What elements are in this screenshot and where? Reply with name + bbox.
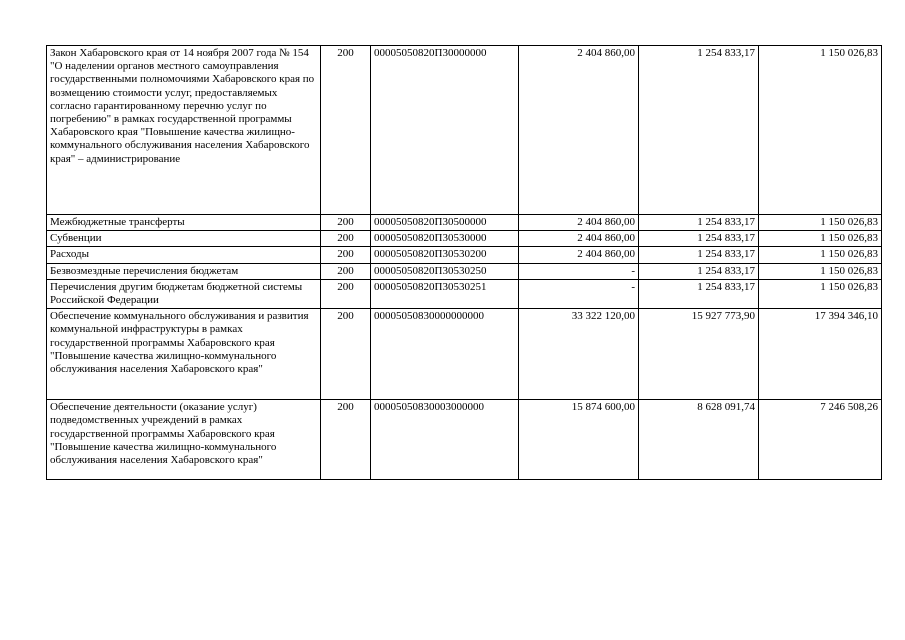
table-row: [47, 215, 882, 231]
row-name: Безвозмездные перечисления бюджетам: [47, 263, 321, 279]
row-line-code: 200: [321, 279, 371, 308]
row-line-code: 200: [321, 400, 371, 480]
table-row: [47, 247, 882, 263]
row-unexecuted-amount: 1 150 026,83: [759, 247, 882, 263]
row-classification-code: 00005050820П30000000: [371, 46, 519, 215]
row-executed-amount: 1 254 833,17: [639, 215, 759, 231]
row-name: Закон Хабаровского края от 14 ноября 2007 года № 154 "О наделении органов местного самоуправления государственными полномочиями Хабаровского края по возмещению стоимости услуг, предоставляемых согласно гарантированному перечню услуг по погребению" в рамках государственной программы Хабаровского края "Повышение качества жилищно-коммунального обслуживания населения Хабаровского края" – администрирование: [47, 46, 321, 215]
row-name: Обеспечение деятельности (оказание услуг) подведомственных учреждений в рамках государственной программы Хабаровского края "Повышение качества жилищно-коммунального обслуживания населения Хабаровского края": [47, 400, 321, 480]
row-name: Субвенции: [47, 231, 321, 247]
row-approved-amount: 2 404 860,00: [519, 231, 639, 247]
row-classification-code: 00005050830003000000: [371, 400, 519, 480]
row-approved-amount: 2 404 860,00: [519, 46, 639, 215]
row-name: Межбюджетные трансферты: [47, 215, 321, 231]
row-approved-amount: 2 404 860,00: [519, 215, 639, 231]
row-executed-amount: 8 628 091,74: [639, 400, 759, 480]
row-executed-amount: 1 254 833,17: [639, 247, 759, 263]
row-unexecuted-amount: 1 150 026,83: [759, 46, 882, 215]
row-classification-code: 00005050830000000000: [371, 309, 519, 400]
table-row: [47, 46, 882, 215]
row-line-code: 200: [321, 263, 371, 279]
table-row: [47, 309, 882, 400]
row-line-code: 200: [321, 231, 371, 247]
row-executed-amount: 15 927 773,90: [639, 309, 759, 400]
row-unexecuted-amount: 1 150 026,83: [759, 215, 882, 231]
row-approved-amount: -: [519, 279, 639, 308]
row-classification-code: 00005050820П30530251: [371, 279, 519, 308]
row-approved-amount: 2 404 860,00: [519, 247, 639, 263]
table-row: [47, 400, 882, 480]
row-name: Перечисления другим бюджетам бюджетной системы Российской Федерации: [47, 279, 321, 308]
row-unexecuted-amount: 17 394 346,10: [759, 309, 882, 400]
row-classification-code: 00005050820П30530000: [371, 231, 519, 247]
row-name: Расходы: [47, 247, 321, 263]
row-approved-amount: 15 874 600,00: [519, 400, 639, 480]
row-executed-amount: 1 254 833,17: [639, 263, 759, 279]
row-executed-amount: 1 254 833,17: [639, 279, 759, 308]
row-classification-code: 00005050820П30530200: [371, 247, 519, 263]
row-name: Обеспечение коммунального обслуживания и развития коммунальной инфраструктуры в рамках государственной программы Хабаровского края "Повышение качества жилищно-коммунального обслуживания населения Хабаровского края": [47, 309, 321, 400]
row-classification-code: 00005050820П30500000: [371, 215, 519, 231]
row-unexecuted-amount: 1 150 026,83: [759, 279, 882, 308]
row-line-code: 200: [321, 309, 371, 400]
row-line-code: 200: [321, 46, 371, 215]
row-unexecuted-amount: 1 150 026,83: [759, 231, 882, 247]
row-approved-amount: 33 322 120,00: [519, 309, 639, 400]
row-line-code: 200: [321, 215, 371, 231]
table-row: [47, 231, 882, 247]
row-executed-amount: 1 254 833,17: [639, 46, 759, 215]
row-unexecuted-amount: 7 246 508,26: [759, 400, 882, 480]
row-classification-code: 00005050820П30530250: [371, 263, 519, 279]
row-line-code: 200: [321, 247, 371, 263]
table-row: [47, 279, 882, 308]
row-approved-amount: -: [519, 263, 639, 279]
table-row: [47, 263, 882, 279]
row-executed-amount: 1 254 833,17: [639, 231, 759, 247]
budget-execution-table: [46, 45, 882, 480]
row-unexecuted-amount: 1 150 026,83: [759, 263, 882, 279]
